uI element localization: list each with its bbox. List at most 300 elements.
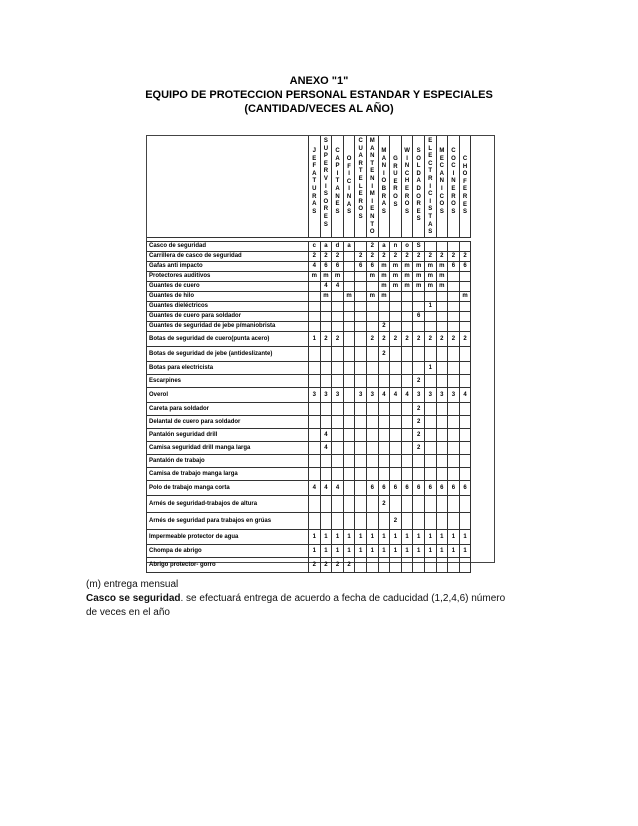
table-cell: [401, 402, 413, 415]
table-cell: m: [332, 271, 344, 281]
column-header: M E C A N I C O S: [436, 136, 448, 237]
table-cell: [332, 415, 344, 428]
ppe-table: [146, 136, 471, 573]
table-cell: m: [378, 281, 390, 291]
table-cell: [332, 428, 344, 441]
table-cell: [459, 454, 471, 467]
table-cell: [436, 361, 448, 374]
table-cell: [320, 346, 332, 361]
table-cell: [366, 454, 378, 467]
row-label: Delantal de cuero para soldador: [147, 415, 309, 428]
table-cell: [343, 415, 355, 428]
table-cell: [366, 467, 378, 480]
table-cell: [448, 281, 460, 291]
table-cell: [448, 441, 460, 454]
table-cell: [436, 512, 448, 529]
row-label: Gafas anti impacto: [147, 261, 309, 271]
table-cell: [309, 321, 321, 331]
table-cell: 4: [332, 281, 344, 291]
table-row: [147, 301, 471, 311]
table-cell: 1: [343, 544, 355, 557]
row-label: Protectores auditivos: [147, 271, 309, 281]
table-cell: m: [378, 261, 390, 271]
table-row: [147, 544, 471, 557]
column-header: E L E C T R I C I S T A S: [424, 136, 436, 237]
table-cell: 1: [401, 544, 413, 557]
table-cell: 4: [401, 387, 413, 402]
footnote-casco-text: . se efectuará entrega de acuerdo a fecha de caducidad (1,2,4,6) número: [180, 593, 506, 604]
table-cell: 6: [366, 480, 378, 495]
table-cell: [366, 557, 378, 572]
table-cell: [309, 441, 321, 454]
table-cell: m: [390, 281, 402, 291]
table-cell: d: [332, 241, 344, 251]
table-cell: m: [320, 271, 332, 281]
table-cell: 4: [459, 387, 471, 402]
table-cell: [355, 512, 367, 529]
table-cell: [355, 557, 367, 572]
table-cell: 2: [459, 331, 471, 346]
row-label: Guantes de cuero: [147, 281, 309, 291]
table-cell: [366, 495, 378, 512]
table-row: [147, 331, 471, 346]
table-cell: [309, 361, 321, 374]
table-cell: [436, 454, 448, 467]
table-cell: [390, 321, 402, 331]
table-cell: [355, 480, 367, 495]
row-label: Chompa de abrigo: [147, 544, 309, 557]
table-cell: [309, 467, 321, 480]
row-label: Botas para electricista: [147, 361, 309, 374]
table-row: [147, 291, 471, 301]
table-cell: [424, 415, 436, 428]
table-cell: [459, 441, 471, 454]
table-cell: [390, 361, 402, 374]
table-cell: [309, 374, 321, 387]
table-cell: [320, 361, 332, 374]
table-cell: [448, 495, 460, 512]
table-cell: [448, 346, 460, 361]
table-cell: a: [320, 241, 332, 251]
table-cell: 1: [390, 544, 402, 557]
table-cell: 2: [413, 441, 425, 454]
table-cell: 6: [320, 261, 332, 271]
table-cell: [436, 311, 448, 321]
table-cell: 1: [459, 544, 471, 557]
table-cell: [401, 467, 413, 480]
table-cell: 3: [366, 387, 378, 402]
table-cell: [413, 467, 425, 480]
table-cell: [413, 361, 425, 374]
table-cell: [424, 495, 436, 512]
table-cell: [309, 415, 321, 428]
table-cell: [401, 557, 413, 572]
table-cell: [332, 512, 344, 529]
table-cell: 2: [413, 374, 425, 387]
row-label: Pantalón de trabajo: [147, 454, 309, 467]
table-cell: [436, 321, 448, 331]
table-cell: 2: [332, 331, 344, 346]
table-cell: 4: [320, 480, 332, 495]
table-cell: [459, 311, 471, 321]
table-cell: [320, 495, 332, 512]
table-cell: [355, 374, 367, 387]
table-cell: [448, 428, 460, 441]
column-header: M A N T E N I M I E N T O: [366, 136, 378, 237]
table-cell: 4: [320, 281, 332, 291]
table-cell: 2: [320, 251, 332, 261]
table-cell: [320, 402, 332, 415]
table-cell: [424, 311, 436, 321]
table-cell: [390, 557, 402, 572]
row-label: Impermeable protector de agua: [147, 529, 309, 544]
table-row: [147, 428, 471, 441]
table-cell: 1: [355, 544, 367, 557]
table-cell: [309, 495, 321, 512]
table-row: [147, 374, 471, 387]
table-cell: m: [413, 261, 425, 271]
table-cell: [401, 321, 413, 331]
table-cell: [343, 512, 355, 529]
table-cell: [401, 361, 413, 374]
table-cell: [401, 454, 413, 467]
table-cell: [332, 311, 344, 321]
table-cell: [355, 311, 367, 321]
table-cell: [424, 374, 436, 387]
table-cell: m: [401, 281, 413, 291]
table-cell: [309, 301, 321, 311]
table-cell: 2: [355, 251, 367, 261]
table-cell: [320, 415, 332, 428]
table-cell: [413, 321, 425, 331]
table-cell: m: [390, 261, 402, 271]
footnote-casco: [86, 592, 505, 605]
table-cell: [424, 291, 436, 301]
table-cell: [436, 301, 448, 311]
table-cell: [459, 402, 471, 415]
title-line-1: ANEXO "1": [289, 75, 349, 87]
table-cell: [378, 428, 390, 441]
table-cell: 4: [332, 480, 344, 495]
table-cell: [355, 441, 367, 454]
table-row: [147, 251, 471, 261]
table-cell: [448, 291, 460, 301]
table-cell: [413, 301, 425, 311]
table-cell: m: [424, 261, 436, 271]
table-cell: [355, 301, 367, 311]
table-cell: [320, 454, 332, 467]
table-cell: [343, 495, 355, 512]
table-cell: [355, 291, 367, 301]
table-cell: [343, 467, 355, 480]
table-row: [147, 495, 471, 512]
table-cell: m: [378, 271, 390, 281]
table-cell: 1: [309, 544, 321, 557]
table-cell: 1: [424, 529, 436, 544]
table-cell: [448, 467, 460, 480]
row-label: Guantes de cuero para soldador: [147, 311, 309, 321]
table-cell: m: [366, 291, 378, 301]
table-cell: [448, 512, 460, 529]
table-cell: 4: [309, 261, 321, 271]
ppe-table-frame: [146, 135, 495, 568]
table-cell: 2: [366, 331, 378, 346]
table-cell: [332, 467, 344, 480]
row-label: Camisa de trabajo manga larga: [147, 467, 309, 480]
table-cell: 2: [390, 331, 402, 346]
table-cell: [366, 311, 378, 321]
column-header: W I N C H E R O S: [401, 136, 413, 237]
table-cell: m: [401, 261, 413, 271]
table-cell: 3: [320, 387, 332, 402]
table-cell: [343, 480, 355, 495]
row-label: Escarpines: [147, 374, 309, 387]
table-row: [147, 480, 471, 495]
row-label: Carrillera de casco de seguridad: [147, 251, 309, 261]
table-cell: 2: [332, 251, 344, 261]
table-cell: m: [424, 271, 436, 281]
row-label: Overol: [147, 387, 309, 402]
table-cell: [436, 291, 448, 301]
table-cell: [366, 428, 378, 441]
table-row: [147, 415, 471, 428]
table-cell: 3: [309, 387, 321, 402]
table-cell: [390, 454, 402, 467]
table-cell: [436, 441, 448, 454]
table-cell: [424, 512, 436, 529]
table-cell: 2: [378, 251, 390, 261]
row-label: Polo de trabajo manga corta: [147, 480, 309, 495]
table-cell: 2: [366, 251, 378, 261]
table-cell: [436, 402, 448, 415]
table-cell: 1: [355, 529, 367, 544]
table-cell: 2: [390, 251, 402, 261]
table-cell: [355, 331, 367, 346]
table-cell: 2: [401, 251, 413, 261]
table-cell: [413, 557, 425, 572]
table-cell: [459, 374, 471, 387]
table-cell: [366, 321, 378, 331]
table-cell: [343, 387, 355, 402]
table-cell: 3: [413, 387, 425, 402]
table-cell: 6: [448, 480, 460, 495]
table-cell: [343, 261, 355, 271]
table-cell: [401, 301, 413, 311]
table-cell: [355, 495, 367, 512]
table-cell: [436, 415, 448, 428]
table-cell: 2: [459, 251, 471, 261]
table-cell: [378, 374, 390, 387]
table-header-row: [147, 136, 471, 237]
table-cell: c: [309, 241, 321, 251]
table-cell: 4: [320, 441, 332, 454]
column-header: G R U E R O S: [390, 136, 402, 237]
row-label: Camisa seguridad drill manga larga: [147, 441, 309, 454]
table-cell: [436, 241, 448, 251]
row-label: Casco de seguridad: [147, 241, 309, 251]
table-cell: [355, 321, 367, 331]
table-row: [147, 454, 471, 467]
table-cell: 1: [390, 529, 402, 544]
table-cell: 2: [436, 331, 448, 346]
table-cell: [390, 301, 402, 311]
table-cell: [320, 301, 332, 311]
table-row: [147, 281, 471, 291]
table-cell: [355, 415, 367, 428]
table-cell: [343, 441, 355, 454]
table-cell: [320, 311, 332, 321]
table-cell: [424, 454, 436, 467]
table-cell: 6: [413, 480, 425, 495]
table-cell: [320, 321, 332, 331]
table-cell: [448, 271, 460, 281]
row-label: Guantes de hilo: [147, 291, 309, 301]
table-cell: m: [436, 261, 448, 271]
table-cell: 1: [320, 529, 332, 544]
table-cell: [448, 361, 460, 374]
table-cell: 6: [366, 261, 378, 271]
table-cell: [436, 428, 448, 441]
table-row: [147, 321, 471, 331]
table-cell: [424, 557, 436, 572]
table-cell: 2: [390, 512, 402, 529]
table-cell: [448, 241, 460, 251]
column-header: C U A R T E L E R O S: [355, 136, 367, 237]
table-cell: 1: [413, 544, 425, 557]
table-cell: 1: [424, 361, 436, 374]
table-cell: 6: [436, 480, 448, 495]
table-cell: 1: [332, 529, 344, 544]
table-cell: 3: [424, 387, 436, 402]
table-cell: [378, 454, 390, 467]
table-cell: a: [378, 241, 390, 251]
table-cell: [378, 467, 390, 480]
table-cell: [401, 512, 413, 529]
table-cell: 2: [436, 251, 448, 261]
table-cell: [343, 346, 355, 361]
table-cell: [309, 454, 321, 467]
table-cell: [436, 374, 448, 387]
table-cell: S: [413, 241, 425, 251]
table-cell: [343, 301, 355, 311]
table-cell: [343, 281, 355, 291]
table-cell: n: [390, 241, 402, 251]
table-cell: [424, 241, 436, 251]
table-cell: 2: [309, 557, 321, 572]
table-cell: 1: [332, 544, 344, 557]
table-cell: [343, 454, 355, 467]
table-cell: [378, 415, 390, 428]
table-cell: [413, 291, 425, 301]
table-cell: [424, 402, 436, 415]
table-cell: 1: [309, 529, 321, 544]
table-cell: 1: [366, 544, 378, 557]
table-cell: 1: [378, 544, 390, 557]
table-row: [147, 261, 471, 271]
table-cell: 1: [424, 544, 436, 557]
table-cell: 6: [413, 311, 425, 321]
table-cell: [366, 346, 378, 361]
table-cell: [309, 311, 321, 321]
table-cell: [343, 428, 355, 441]
table-cell: 3: [448, 387, 460, 402]
table-cell: [424, 428, 436, 441]
table-cell: [459, 415, 471, 428]
table-cell: 2: [448, 251, 460, 261]
table-cell: [448, 454, 460, 467]
table-cell: [366, 301, 378, 311]
table-cell: [390, 311, 402, 321]
table-cell: m: [309, 271, 321, 281]
table-row: [147, 512, 471, 529]
table-cell: 2: [448, 331, 460, 346]
table-cell: 1: [309, 331, 321, 346]
table-cell: [343, 271, 355, 281]
table-cell: [436, 467, 448, 480]
table-cell: 1: [343, 529, 355, 544]
table-cell: [343, 361, 355, 374]
table-cell: [424, 321, 436, 331]
table-cell: [459, 428, 471, 441]
table-cell: 6: [401, 480, 413, 495]
table-cell: [378, 311, 390, 321]
table-cell: 2: [378, 321, 390, 331]
table-cell: [343, 402, 355, 415]
table-cell: [332, 361, 344, 374]
table-cell: [332, 454, 344, 467]
table-cell: [332, 291, 344, 301]
table-cell: [459, 321, 471, 331]
table-row: [147, 402, 471, 415]
table-cell: 6: [448, 261, 460, 271]
table-cell: [413, 495, 425, 512]
title-line-3: (CANTIDAD/VECES AL AÑO): [244, 103, 394, 115]
table-cell: m: [413, 281, 425, 291]
table-cell: 6: [459, 261, 471, 271]
table-cell: [343, 374, 355, 387]
row-label: Arnés de seguridad-trabajos de altura: [147, 495, 309, 512]
table-cell: o: [401, 241, 413, 251]
table-cell: [448, 311, 460, 321]
table-cell: [390, 291, 402, 301]
table-cell: 2: [401, 331, 413, 346]
table-row: [147, 311, 471, 321]
table-cell: m: [378, 291, 390, 301]
table-cell: [390, 346, 402, 361]
table-row: [147, 441, 471, 454]
table-cell: 2: [378, 331, 390, 346]
table-cell: 2: [424, 251, 436, 261]
table-row: [147, 346, 471, 361]
table-cell: [309, 428, 321, 441]
table-cell: [448, 557, 460, 572]
table-cell: [459, 495, 471, 512]
table-row: [147, 387, 471, 402]
table-row: [147, 361, 471, 374]
table-cell: m: [401, 271, 413, 281]
table-cell: [424, 346, 436, 361]
table-cell: [390, 374, 402, 387]
table-row: [147, 529, 471, 544]
table-cell: [378, 557, 390, 572]
table-cell: [459, 271, 471, 281]
table-cell: [366, 374, 378, 387]
table-cell: a: [343, 241, 355, 251]
table-cell: m: [320, 291, 332, 301]
table-cell: 1: [448, 529, 460, 544]
table-cell: 1: [424, 301, 436, 311]
table-cell: 1: [413, 529, 425, 544]
